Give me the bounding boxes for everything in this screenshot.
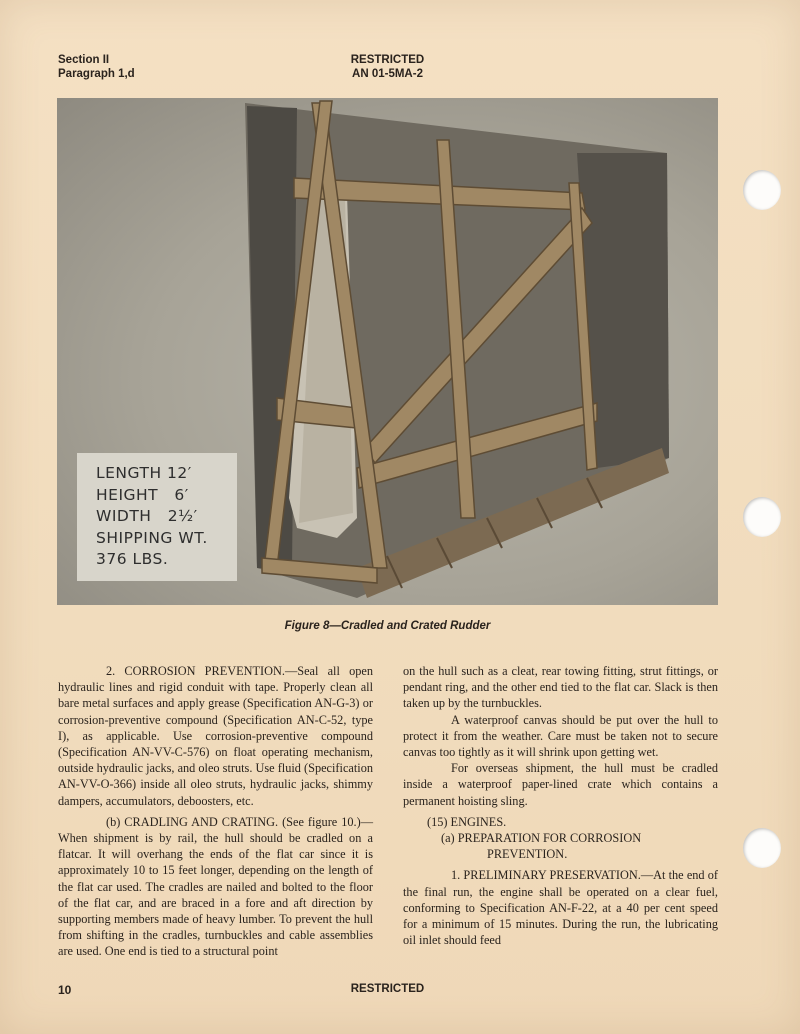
preliminary-preservation-paragraph: 1. PRELIMINARY PRESERVATION.—At the end of the final run, the engine shall be operated on a clear fuel, conforming to Specification AN-F-22, at a 40 per cent speed for a minimum of 15 minutes. During the run, the lubricating oil inlet should feed xyxy=(403,868,718,948)
corrosion-prevention-paragraph: 2. CORROSION PREVENTION.—Seal all open hydraulic lines and rigid conduit with tape. Properly clean all bare metal surfaces and apply grease (Specification AN-G-3) or corrosion-preventive compound (Specification AN-C-52, type I), as applicable. Use corrosion-preventive compound (Specification AN-VV-C-576) on float operating mechanism, outside hydraulic jacks, and oleo struts. Use fluid (Specification AN-VV-O-366) inside all oleo struts, hydraulic jacks, shimmy dampers, accumulators, deboosters, etc. xyxy=(58,664,373,808)
header-classification: RESTRICTED xyxy=(350,54,425,66)
paragraph-label: Paragraph 1,d xyxy=(58,68,135,80)
placard-length: LENGTH 12′ xyxy=(96,464,192,482)
placard-width: WIDTH 2½′ xyxy=(96,507,198,525)
page-number: 10 xyxy=(58,983,72,997)
placard-shipping: SHIPPING WT. xyxy=(96,528,208,547)
canvas-paragraph: A waterproof canvas should be put over the hull to protect it from the weather. Care must be taken not to secure canvas too tightly as it will shrink upon getting wet. xyxy=(403,712,718,760)
section-label: Section II xyxy=(58,54,110,66)
binder-hole xyxy=(743,170,781,210)
rudder-crate-photo xyxy=(57,98,718,605)
footer-classification: RESTRICTED xyxy=(350,983,425,995)
header-center xyxy=(0,53,775,81)
placard-weight: 376 LBS. xyxy=(96,550,169,568)
corrosion-subheading-cont: PREVENTION. xyxy=(487,847,568,862)
overseas-shipment-paragraph: For overseas shipment, the hull must be cradled inside a waterproof paper-lined crate which contains a permanent hoisting sling. xyxy=(403,761,718,808)
placard-height: HEIGHT 6′ xyxy=(96,485,189,504)
figure-caption: Figure 8—Cradled and Crated Rudder xyxy=(284,620,491,632)
engines-heading: (15) ENGINES. xyxy=(427,814,507,829)
left-column xyxy=(58,663,373,960)
binder-hole xyxy=(743,828,781,868)
right-column xyxy=(403,663,718,948)
binder-hole xyxy=(743,497,781,537)
document-number: AN 01-5MA-2 xyxy=(352,68,423,80)
corrosion-subheading: (a) PREPARATION FOR CORROSION xyxy=(441,831,642,846)
cradling-crating-paragraph: (b) CRADLING AND CRATING. (See figure 10.)—When shipment is by rail, the hull should be cradled on a flatcar. It will overhang the ends of the flat car since it is approximately 10 to 15 feet longer, depending on the length of the flat car used. The cradles are nailed and bolted to the floor of the flat car, and are braced in a fore and aft direction by supporting members made of heavy lumber. To prevent the hull from shifting in the cradles, turnbuckles and cable assemblies are used. One end is tied to a structural point xyxy=(58,814,373,959)
dimensions-placard xyxy=(77,453,237,581)
hull-tie-paragraph: on the hull such as a cleat, rear towing fitting, strut fittings, or pendant ring, and the other end tied to the flat car. Slack is then taken up by the turnbuckles. xyxy=(403,664,718,711)
